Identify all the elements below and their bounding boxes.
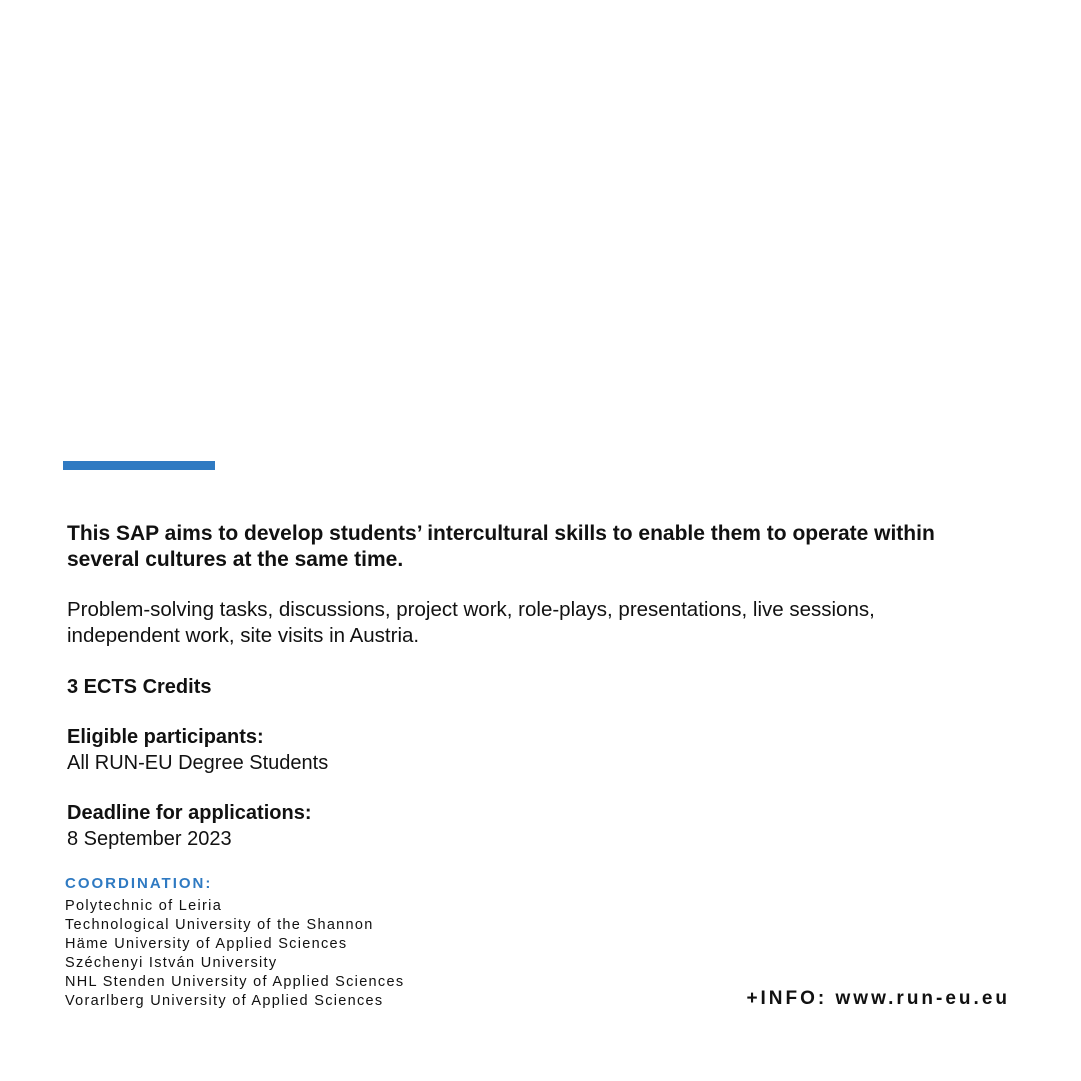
methods-text: Problem-solving tasks, discussions, project work, role-plays, presentations, live sessions, independent work, site visits in Austria. xyxy=(67,598,875,647)
coordination-item: Vorarlberg University of Applied Sciences xyxy=(65,993,384,1009)
eligible-value: All RUN-EU Degree Students xyxy=(67,752,329,774)
coordination-item: Technological University of the Shannon xyxy=(65,917,374,933)
coordination-item: Polytechnic of Leiria xyxy=(65,898,223,914)
coordination-list xyxy=(65,897,404,1011)
coordination-item: Széchenyi István University xyxy=(65,955,278,971)
deadline-label: Deadline for applications: xyxy=(67,802,312,824)
info-link[interactable]: +INFO: www.run-eu.eu xyxy=(746,988,1010,1009)
coordination-item: Häme University of Applied Sciences xyxy=(65,936,348,952)
accent-bar xyxy=(63,461,215,470)
coordination-item: NHL Stenden University of Applied Sciences xyxy=(65,974,405,990)
intro-text: This SAP aims to develop students’ intercultural skills to enable them to operate within several cultures at the same time. xyxy=(67,522,935,571)
coordination-heading: COORDINATION: xyxy=(65,875,213,892)
eligible-label: Eligible participants: xyxy=(67,726,264,748)
deadline-value: 8 September 2023 xyxy=(67,828,232,850)
credits-text: 3 ECTS Credits xyxy=(67,676,212,698)
